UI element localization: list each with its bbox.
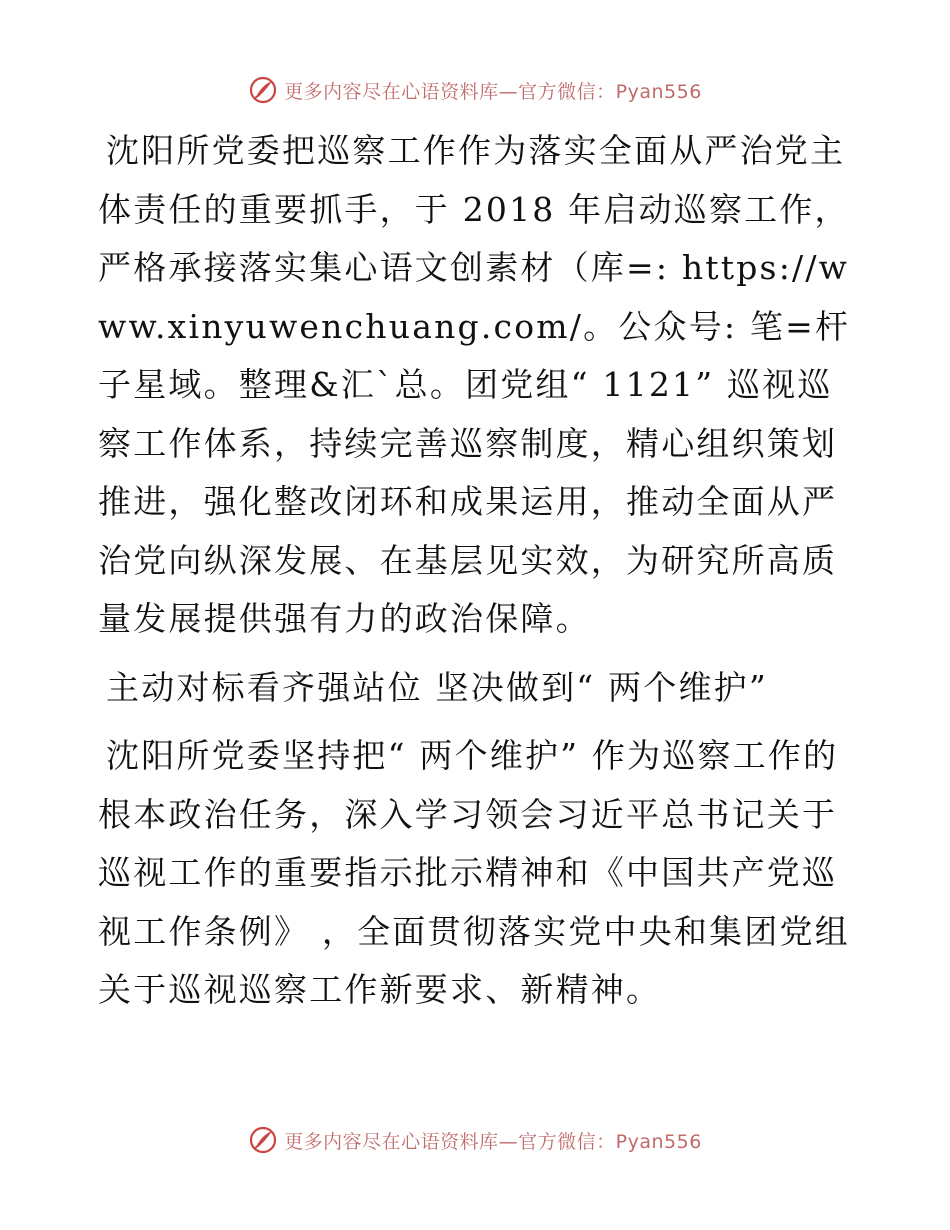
header-watermark-banner — [0, 70, 950, 110]
feather-pen-logo-icon — [248, 1125, 278, 1155]
footer-watermark-banner — [0, 1120, 950, 1160]
header-watermark-text: 更多内容尽在心语资料库—官方微信：Pyan556 — [284, 80, 702, 103]
body-paragraph-1: 沈阳所党委把巡察工作作为落实全面从严治党主体责任的重要抓手，于 2018 年启动巡察工作，严格承接落实集心语文创素材（库=: https://www.xinyuwenchuang.com/。公众号: 笔=杆子星域。整理&汇`总。团党组“ 1121” 巡视巡察工作体系，持续完善巡察制度，精心组织策划推进，强化整改闭环和成果运用，推动全面从严治党向纵深发展、在基层见实效，为研究所高质量发展提供强有力的政治保障。 — [98, 131, 851, 638]
body-paragraph-2: 沈阳所党委坚持把“ 两个维护” 作为巡察工作的根本政治任务，深入学习领会习近平总书记关于巡视工作的重要指示批示精神和《中国共产党巡视工作条例》 ，全面贯彻落实党中央和集团党组关于巡视巡察工作新要求、新精神。 — [98, 736, 850, 1009]
feather-pen-logo-icon — [248, 75, 278, 105]
section-heading: 主动对标看齐强站位 坚决做到“ 两个维护” — [106, 667, 768, 707]
document-body — [98, 122, 858, 1020]
footer-watermark-text: 更多内容尽在心语资料库—官方微信：Pyan556 — [284, 1130, 702, 1153]
